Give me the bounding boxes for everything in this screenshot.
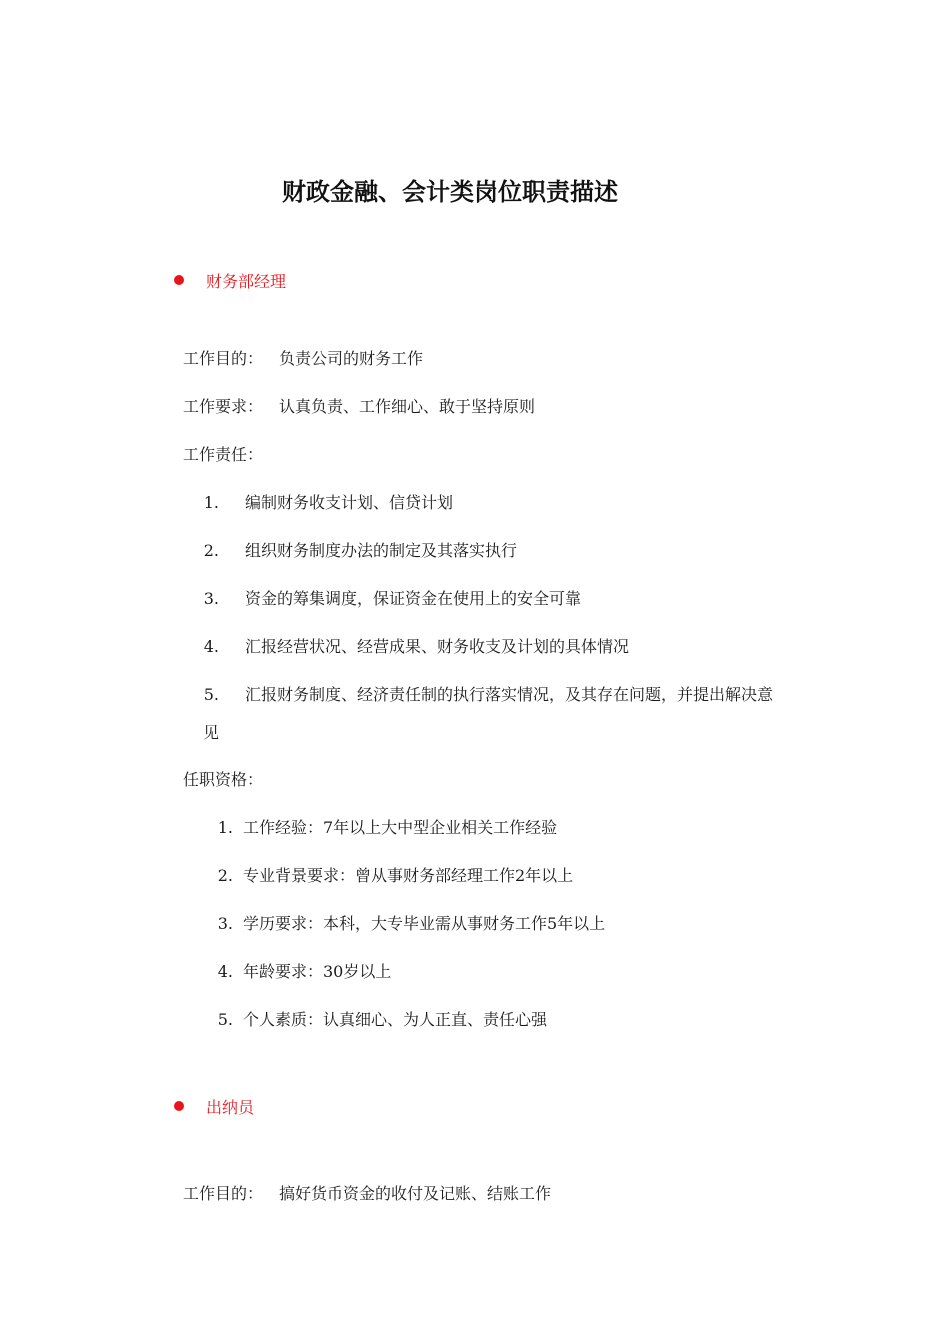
list-item (185, 1008, 547, 1032)
list-number: 2. (217, 866, 233, 885)
list-text: 编制财务收支计划、信贷计划 (245, 493, 454, 512)
section-label: 出纳员 (206, 1097, 255, 1117)
list-text: 学历要求：本科，大专毕业需从事财务工作5年以上 (243, 914, 606, 933)
list-item (185, 816, 557, 840)
list-item-wrap: 见 (203, 723, 220, 742)
field-value: 搞好货币资金的收付及记账、结账工作 (279, 1184, 552, 1203)
duties-label: 工作责任： (183, 445, 264, 464)
list-number: 4. (217, 962, 233, 981)
work-requirement-row (183, 395, 535, 419)
list-text: 汇报经营状况、经营成果、财务收支及计划的具体情况 (245, 637, 630, 656)
list-number: 1. (217, 818, 233, 837)
bullet-icon (174, 275, 184, 285)
list-item (185, 587, 581, 611)
list-text: 专业背景要求：曾从事财务部经理工作2年以上 (243, 866, 574, 885)
section-label: 财务部经理 (206, 271, 287, 291)
field-label: 工作要求： (183, 397, 264, 416)
list-item (185, 864, 573, 888)
bullet-icon (174, 1101, 184, 1111)
list-item (185, 912, 605, 936)
field-value: 认真负责、工作细心、敢于坚持原则 (279, 397, 536, 416)
document-title: 财政金融、会计类岗位职责描述 (282, 178, 618, 206)
list-text: 汇报财务制度、经济责任制的执行落实情况，及其存在问题，并提出解决意 (245, 685, 774, 704)
list-text: 组织财务制度办法的制定及其落实执行 (245, 541, 518, 560)
list-item (185, 491, 453, 515)
list-number: 3. (217, 914, 233, 933)
list-number: 3. (203, 589, 219, 608)
list-number: 2. (203, 541, 219, 560)
qualifications-label: 任职资格： (183, 770, 264, 789)
list-number: 5. (203, 685, 219, 704)
list-text: 个人素质：认真细心、为人正直、责任心强 (243, 1010, 548, 1029)
list-text: 年龄要求：30岁以上 (243, 962, 392, 981)
field-label: 工作目的： (183, 349, 264, 368)
list-text: 资金的筹集调度，保证资金在使用上的安全可靠 (245, 589, 582, 608)
list-number: 5. (217, 1010, 233, 1029)
list-number: 4. (203, 637, 219, 656)
list-item (185, 539, 517, 563)
list-text: 工作经验：7年以上大中型企业相关工作经验 (243, 818, 558, 837)
field-value: 负责公司的财务工作 (279, 349, 424, 368)
work-purpose-row (183, 347, 423, 371)
section-heading-finance-manager (174, 268, 286, 292)
list-item (185, 960, 391, 984)
list-item (185, 635, 629, 659)
section-heading-cashier (174, 1094, 254, 1118)
field-label: 工作目的： (183, 1184, 264, 1203)
list-item (185, 683, 773, 707)
list-number: 1. (203, 493, 219, 512)
work-purpose-row (183, 1182, 551, 1206)
